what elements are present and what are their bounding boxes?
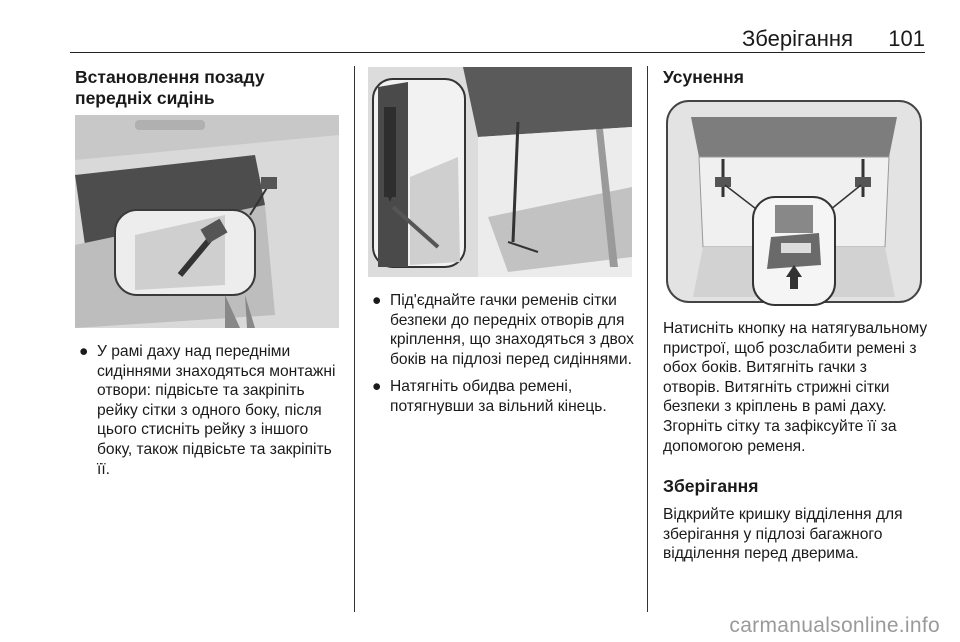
bullet-dot: ● xyxy=(372,292,382,309)
list-item-text: У рамі даху над передніми сидіннями знаходяться монтажні отвори: підвісьте та закріпіть рейку сітки з одного боку, після цього стисніть рейку з іншого боку, також підвісьте та закріпіть її. xyxy=(97,343,336,478)
storage-heading: Зберігання xyxy=(663,476,759,497)
watermark: carmanualsonline.info xyxy=(729,614,940,637)
right-text-block xyxy=(663,319,928,564)
removal-heading: Усунення xyxy=(663,67,744,87)
left-heading-block xyxy=(75,67,343,109)
list-item-text: Під'єднайте гачки ременів сітки безпеки до передніх отворів для кріплення, що знаходяться з двох боків на підлозі перед сидіннями. xyxy=(390,292,634,368)
bullet-dot: ● xyxy=(372,378,382,396)
right-heading-block xyxy=(663,67,923,88)
left-bullet-list xyxy=(75,342,345,487)
list-item xyxy=(368,377,636,416)
list-item xyxy=(368,291,636,369)
column-divider xyxy=(647,66,648,612)
left-heading: Встановлення позаду передніх сидінь xyxy=(75,67,265,108)
page-number: 101 xyxy=(888,26,925,51)
column-divider xyxy=(354,66,355,612)
middle-bullet-list xyxy=(368,291,636,425)
page-header xyxy=(70,14,925,53)
roof-frame-illustration xyxy=(75,115,339,328)
list-item xyxy=(75,342,345,479)
storage-paragraph: Відкрийте кришку відділення для зберігання у підлозі багажного відділення перед дверима. xyxy=(663,506,903,563)
bullet-dot: ● xyxy=(79,343,89,360)
net-tensioner-illustration xyxy=(663,97,925,306)
section-title: Зберігання xyxy=(742,26,853,51)
list-item-text: Натягніть обидва ремені, потягнувши за вільний кінець. xyxy=(390,378,607,415)
removal-paragraph: Натисніть кнопку на натягувальному пристрої, щоб розслабити ремені з обох боків. Витягніть гачки з отворів. Витягніть стрижні сітки безпеки з кріплень в рамі даху. Згорніть сітку та зафіксуйте її за допомогою ременя. xyxy=(663,320,928,455)
cargo-floor-illustration xyxy=(368,67,632,277)
